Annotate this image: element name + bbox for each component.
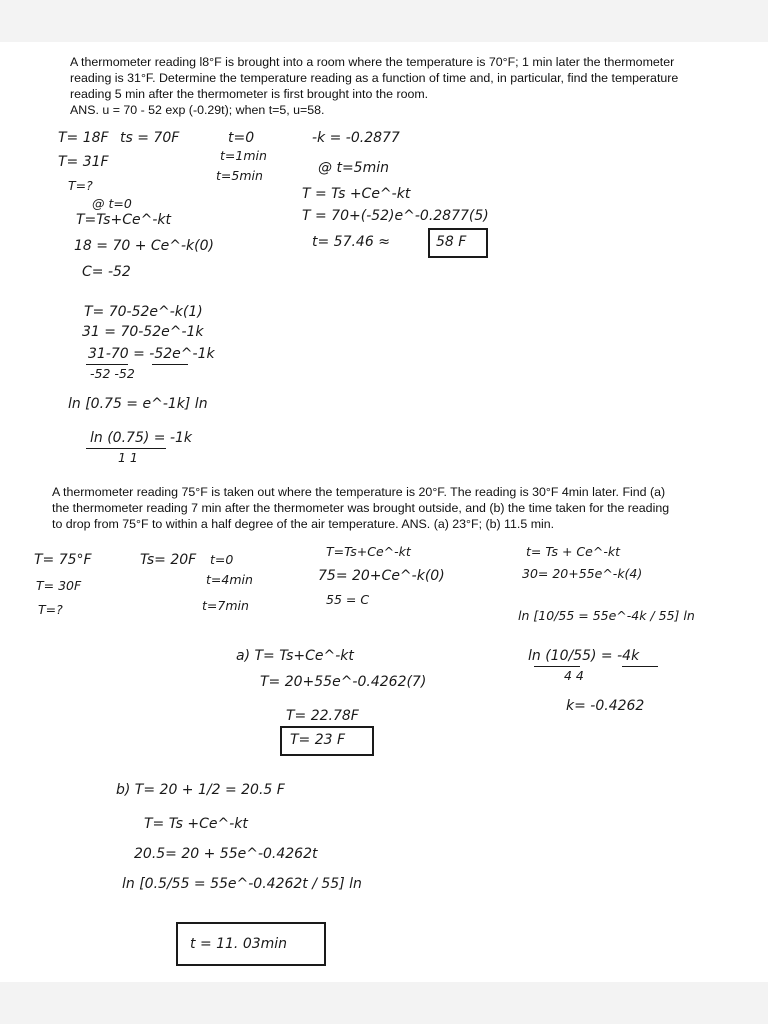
given-t4: t=4min	[206, 572, 253, 587]
given-unknown-2: T=?	[38, 602, 63, 617]
part-a-formula: a) T= Ts+Ce^-kt	[236, 648, 354, 664]
problem-2-line: A thermometer reading 75°F is taken out where the temperature is 20°F. The reading is 30°F 4min later. Find (a)	[52, 485, 666, 499]
at-t5-label: @ t=5min	[318, 160, 389, 176]
part-b-target: b) T= 20 + 1/2 = 20.5 F	[116, 782, 285, 798]
equation-step-3-denominator: -52 -52	[90, 366, 135, 381]
answer-b: t = 11. 03min	[190, 936, 288, 952]
problem-1-line: A thermometer reading l8°F is brought into a room where the temperature is 70°F; 1 min later the thermometer	[70, 55, 675, 69]
formula-2: T=Ts+Ce^-kt	[326, 544, 411, 559]
constant-c-2: 55 = C	[326, 592, 370, 607]
problem-1-text	[70, 54, 678, 118]
fraction-bar	[622, 666, 658, 667]
log-step: ln [0.75 = e^-1k] ln	[68, 396, 208, 412]
given-t1: t=1min	[220, 148, 267, 163]
part-a-substitution: T= 20+55e^-0.4262(7)	[260, 674, 427, 690]
given-t0: t=0	[228, 130, 255, 146]
given-initial-temp-2: T= 75°F	[34, 552, 92, 568]
log-result-k: ln (10/55) = -4k	[528, 648, 640, 664]
result-substitution: T = 70+(-52)e^-0.2877(5)	[302, 208, 489, 224]
given-t7: t=7min	[202, 598, 249, 613]
at-t0-label: @ t=0	[92, 196, 132, 211]
fraction-bar	[152, 364, 188, 365]
answer-box-b	[176, 922, 326, 966]
answer-1: 58 F	[436, 234, 467, 250]
answer-box-a	[280, 726, 374, 756]
problem-1-line: reading is 31°F. Determine the temperature reading as a function of time and, in particular, find the temperature	[70, 71, 679, 85]
k-value: -k = -0.2877	[312, 130, 400, 146]
equation-step-1: T= 70-52e^-k(1)	[84, 304, 203, 320]
part-a-value: T= 22.78F	[286, 708, 359, 724]
log-step-k: ln [10/55 = 55e^-4k / 55] ln	[518, 608, 695, 623]
newton-formula: T=Ts+Ce^-kt	[76, 212, 171, 228]
formula-k: t= Ts + Ce^-kt	[526, 544, 620, 559]
result-formula: T = Ts +Ce^-kt	[302, 186, 411, 202]
log-result: ln (0.75) = -1k	[90, 430, 193, 446]
problem-2-line: the thermometer reading 7 min after the thermometer was brought outside, and (b) the time taken for the reading	[52, 501, 670, 515]
equation-step-2: 31 = 70-52e^-1k	[82, 324, 204, 340]
part-b-formula: T= Ts +Ce^-kt	[144, 816, 248, 832]
substitution-4min: 30= 20+55e^-k(4)	[522, 566, 643, 581]
log-result-denominator: 1 1	[118, 450, 138, 465]
given-t0-2: t=0	[210, 552, 234, 567]
given-t5: t=5min	[216, 168, 263, 183]
result-value: t= 57.46 ≈	[312, 234, 390, 250]
problem-2-text	[52, 484, 669, 532]
log-result-k-denominator: 4 4	[564, 668, 584, 683]
fraction-bar	[86, 364, 128, 365]
part-b-substitution: 20.5= 20 + 55e^-0.4262t	[134, 846, 318, 862]
problem-1-line: reading 5 min after the thermometer is first brought into the room.	[70, 87, 429, 101]
given-initial-temp: T= 18F	[58, 130, 109, 146]
substitution-t0: 18 = 70 + Ce^-k(0)	[74, 238, 214, 254]
problem-2-line: to drop from 75°F to within a half degree of the air temperature. ANS. (a) 23°F; (b) 11.5 min.	[52, 517, 555, 531]
fraction-bar	[534, 666, 580, 667]
equation-step-3: 31-70 = -52e^-1k	[88, 346, 215, 362]
given-air-temp-2: Ts= 20F	[140, 552, 197, 568]
k-result: k= -0.4262	[566, 698, 645, 714]
given-reading-4min: T= 30F	[36, 578, 82, 593]
part-b-log-step: ln [0.5/55 = 55e^-0.4262t / 55] ln	[122, 876, 362, 892]
fraction-bar	[86, 448, 166, 449]
constant-c: C= -52	[82, 264, 131, 280]
worksheet-page	[0, 42, 768, 982]
problem-1-line: ANS. u = 70 - 52 exp (-0.29t); when t=5, u=58.	[70, 103, 325, 117]
answer-a: T= 23 F	[290, 732, 346, 748]
answer-box-1	[428, 228, 488, 258]
given-unknown: T=?	[68, 178, 93, 193]
substitution-t0-2: 75= 20+Ce^-k(0)	[318, 568, 445, 584]
given-room-temp: ts = 70F	[120, 130, 180, 146]
given-reading-1min: T= 31F	[58, 154, 109, 170]
